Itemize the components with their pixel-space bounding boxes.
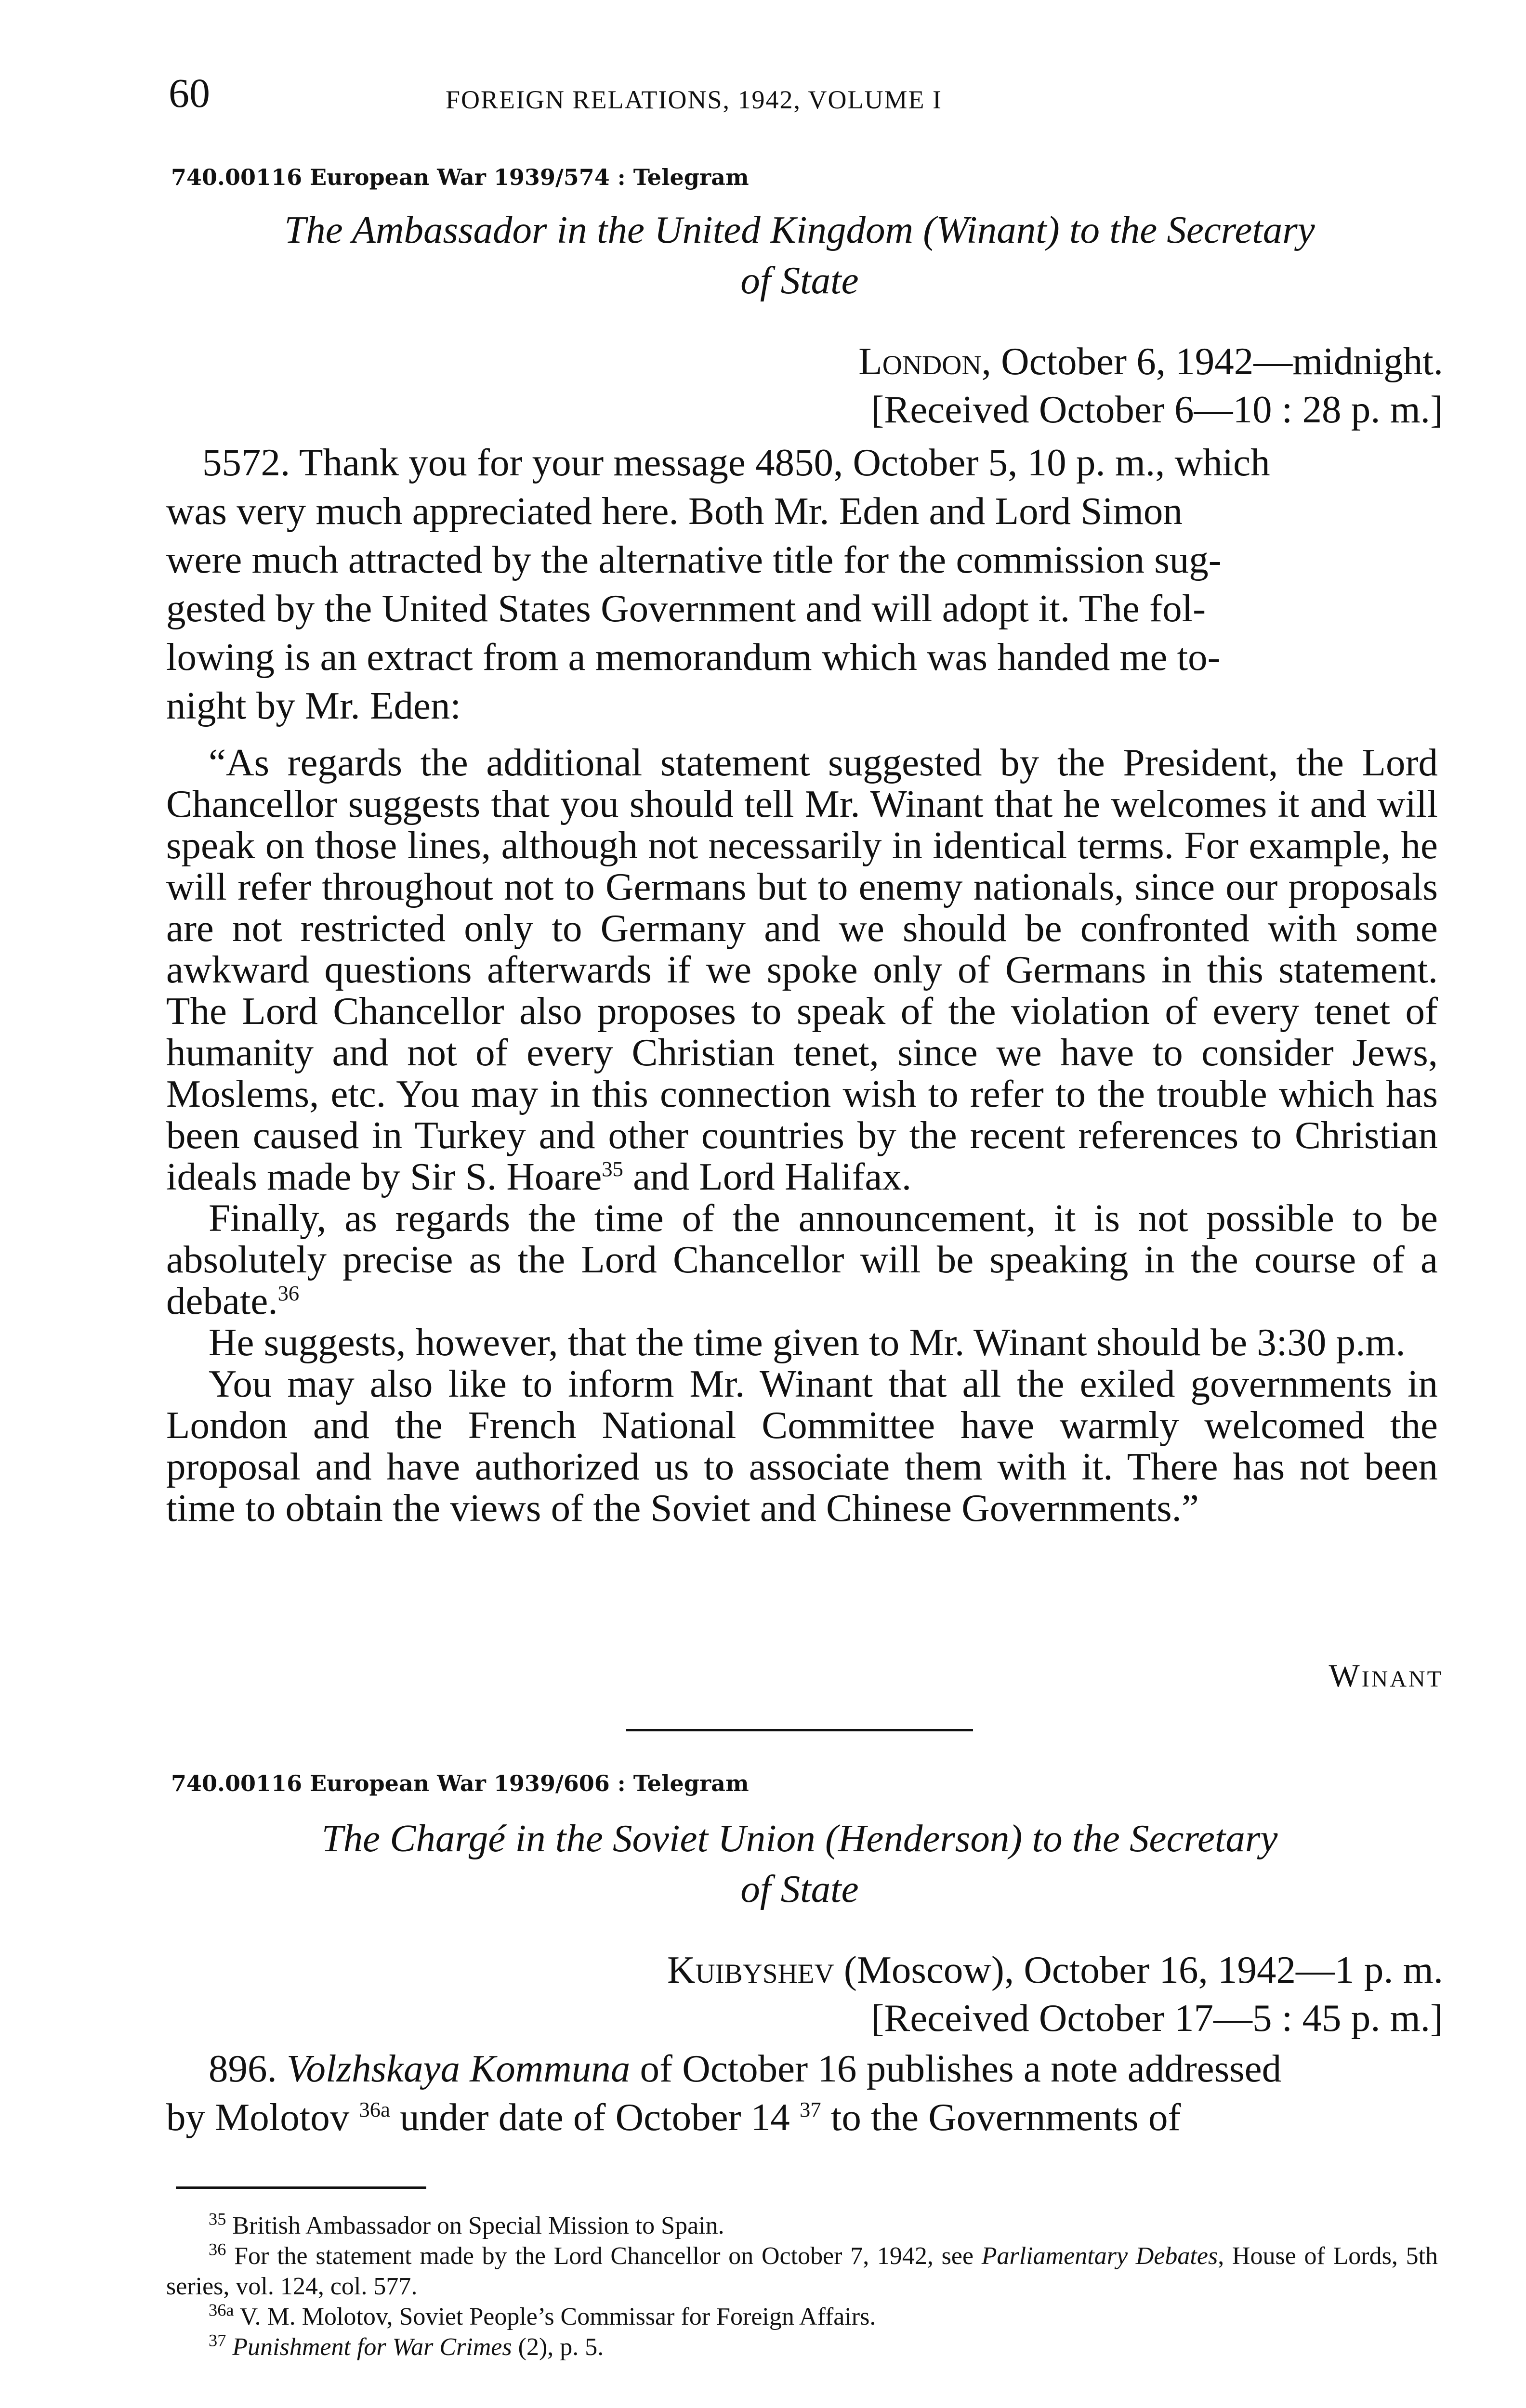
footnote-mark: 36a — [209, 2300, 234, 2320]
title-line: of State — [740, 1867, 859, 1911]
quote-text: Finally, as regards the time of the announcement, it is not possible to be absolutely precise as the Lord Chancellor will be speaking in the course of a debate. — [166, 1196, 1438, 1322]
quote-paragraph — [166, 742, 1438, 1197]
footnote-ref[interactable]: 36 — [277, 1281, 300, 1305]
text-line — [166, 2044, 1438, 2093]
text-line: gested by the United States Government and will adopt it. The fol- — [166, 587, 1206, 630]
quote-paragraph: You may also like to inform Mr. Winant that all the exiled governments in London and the French National Committee have warmly welcomed the proposal and have authorized us to associate them with it. There has not been time to obtain the views of the Soviet and Chinese Governments.” — [166, 1362, 1438, 1530]
footnote-35 — [166, 2211, 1438, 2241]
telegram-paragraph — [166, 2044, 1438, 2142]
text-line: night by Mr. Eden: — [166, 684, 461, 727]
footnote-text: For the statement made by the Lord Chancellor on October 7, 1942, see — [234, 2242, 982, 2270]
footnote-36a — [166, 2302, 1438, 2332]
document-title — [164, 1813, 1435, 1914]
footnote-36 — [166, 2241, 1438, 2302]
text: 896. — [209, 2047, 287, 2090]
dateline — [667, 1946, 1443, 2042]
text: under date of October 14 — [390, 2095, 800, 2139]
section-divider — [626, 1729, 973, 1731]
footnote-text: V. M. Molotov, Soviet People’s Commissar for Foreign Affairs. — [239, 2303, 876, 2330]
text-line: was very much appreciated here. Both Mr. Eden and Lord Simon — [166, 489, 1183, 533]
text: to the Governments of — [821, 2095, 1181, 2139]
newspaper-title: Volzhskaya Kommuna — [287, 2047, 631, 2090]
dateline-date: , October 6, 1942—midnight. — [981, 340, 1443, 383]
footnote-ref[interactable]: 36a — [359, 2097, 390, 2121]
signature: Winant — [1329, 1657, 1443, 1694]
received-line: [Received October 6—10 : 28 p. m.] — [871, 388, 1443, 431]
quote-paragraph — [166, 1197, 1438, 1322]
footnotes — [166, 2211, 1438, 2362]
title-line: The Ambassador in the United Kingdom (Winant) to the Secretary — [284, 208, 1315, 251]
quote-paragraph: He suggests, however, that the time given to Mr. Winant should be 3:30 p.m. — [209, 1321, 1406, 1364]
text: by Molotov — [166, 2095, 359, 2139]
dateline-place-date — [667, 1946, 1443, 1994]
document-title — [164, 205, 1435, 306]
dateline-place: Kuibyshev — [667, 1948, 834, 1991]
file-reference: 740.00116 European War 1939/606 : Telegram — [171, 1770, 749, 1796]
dateline-place: London — [858, 340, 982, 383]
quote-text: “As regards the additional statement suggested by the President, the Lord Chancellor suggests that you should tell Mr. Winant that he welcomes it and will speak on those lines, although not necessarily in identical terms. For example, he will refer throughout not to Germans but to enemy nationals, since our proposals are not restricted only to Germany and we should be confronted with some awkward questions afterwards if we spoke only of Germans in this statement. The Lord Chancellor also proposes to speak of the violation of every tenet of humanity and not of every Christian tenet, since we have to consider Jews, Moslems, etc. You may in this connection wish to refer to the trouble which has been caused in Turkey and other countries by the recent references to Christian ideals made by Sir S. Hoare — [166, 741, 1438, 1198]
footnote-mark: 37 — [209, 2330, 226, 2350]
running-title: FOREIGN RELATIONS, 1942, VOLUME I — [446, 85, 942, 114]
running-head — [169, 72, 1449, 130]
quote-text: and Lord Halifax. — [623, 1155, 912, 1198]
dateline-date: (Moscow), October 16, 1942—1 p. m. — [834, 1948, 1443, 1991]
publication-title: Parliamentary Debates — [981, 2242, 1218, 2270]
footnote-text: (2), p. 5. — [512, 2333, 604, 2361]
quoted-memorandum — [166, 742, 1438, 1529]
text-line: 5572. Thank you for your message 4850, October 5, 10 p. m., which — [202, 441, 1270, 484]
footnote-divider — [176, 2186, 426, 2189]
title-line: of State — [740, 259, 859, 302]
footnote-mark: 35 — [209, 2209, 226, 2229]
text-line — [166, 2093, 1438, 2142]
footnote-37 — [166, 2332, 1438, 2362]
title-line: The Chargé in the Soviet Union (Henderson) to the Secretary — [321, 1817, 1278, 1860]
footnote-ref[interactable]: 37 — [800, 2097, 821, 2121]
received-line: [Received October 17—5 : 45 p. m.] — [871, 1996, 1443, 2040]
footnote-text: , House of Lords, 5th series, vol. 124, col. 577. — [166, 2242, 1438, 2300]
dateline — [858, 337, 1443, 433]
telegram-paragraph — [166, 438, 1438, 730]
text-line: were much attracted by the alternative title for the commission sug- — [166, 538, 1222, 581]
text: of October 16 publishes a note addressed — [630, 2047, 1282, 2090]
footnote-mark: 36 — [209, 2239, 226, 2259]
page-number: 60 — [169, 70, 210, 116]
text-line: lowing is an extract from a memorandum which was handed me to- — [166, 635, 1221, 679]
dateline-place-date — [858, 337, 1443, 385]
footnote-ref[interactable]: 35 — [602, 1157, 623, 1181]
file-reference: 740.00116 European War 1939/574 : Telegram — [171, 164, 749, 190]
footnote-text: British Ambassador on Special Mission to Spain. — [232, 2212, 724, 2239]
publication-title: Punishment for War Crimes — [232, 2333, 512, 2361]
